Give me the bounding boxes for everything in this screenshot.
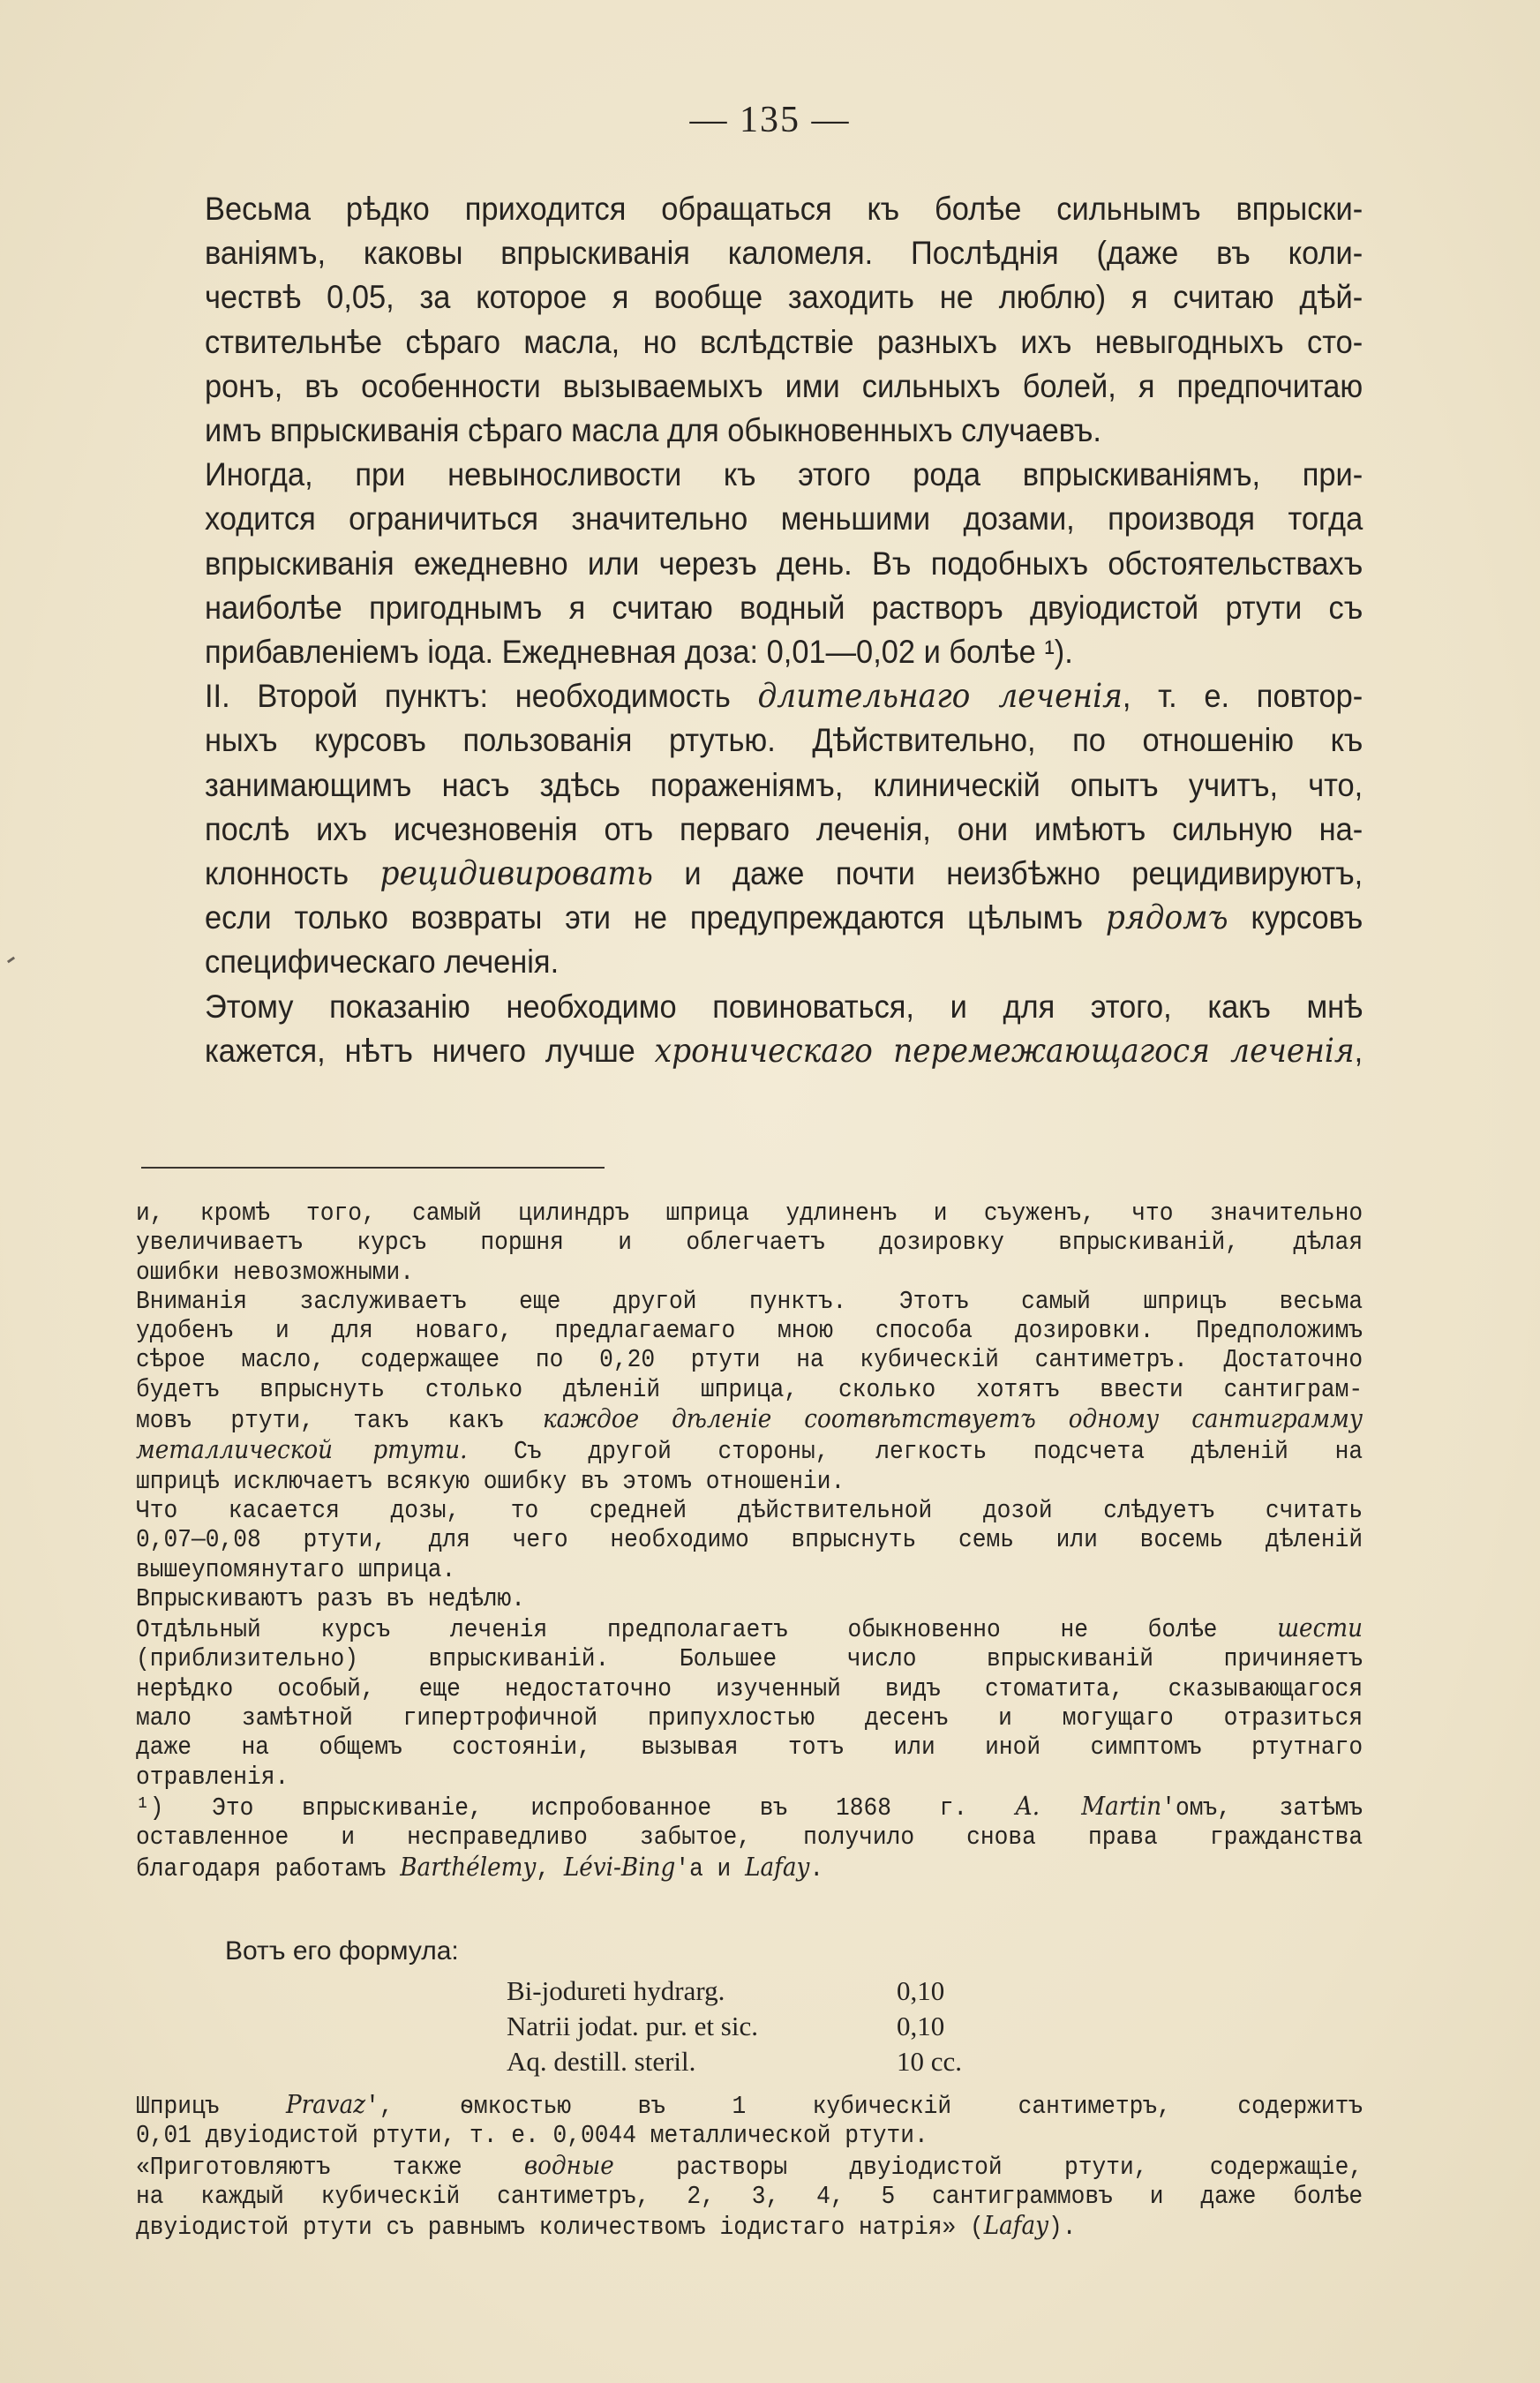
emphasis: шести: [1277, 1612, 1363, 1643]
emphasis: рядомъ: [1105, 898, 1228, 937]
footnote-line: 0,01 двуіодистой ртути, т. е. 0,0044 металлической ртути.: [136, 2121, 928, 2151]
text-line: если только возвраты эти не предупреждаются цѣлымъ рядомъ курсовъ: [205, 898, 1363, 937]
footnote-line: благодаря работамъ Barthélemy, Lévi-Bing'а и Lafay.: [136, 1851, 824, 1883]
text-line: ныхъ курсовъ пользованія ртутью. Дѣйствительно, по отношенію къ: [205, 722, 1363, 759]
text-line: ронъ, въ особенности вызываемыхъ ими сильныхъ болей, я предпочитаю: [205, 367, 1363, 404]
text-line: специфическаго леченія.: [205, 943, 560, 981]
text-line: занимающимъ насъ здѣсь пораженіямъ, клиническій опытъ учитъ, что,: [205, 766, 1363, 803]
text-line: II. Второй пунктъ: необходимость длительнаго леченія, т. е. повтор-: [205, 677, 1363, 716]
footnote-divider: [141, 1167, 605, 1169]
emphasis: Lafay: [745, 1851, 810, 1882]
formula-row: [507, 1973, 1001, 2009]
footnote-line: удобенъ и для новаго, предлагаемаго мною способа дозировки. Предположимъ: [136, 1316, 1363, 1346]
footnote-line: ошибки невозможными.: [136, 1257, 414, 1287]
footnote-line: мало замѣтной гипертрофичной припухлостью десенъ и могущаго отразиться: [136, 1703, 1363, 1733]
footnote-line: отравленія.: [136, 1762, 289, 1792]
emphasis: каждое дѣленіе соотвѣтствуетъ одному сантиграмму: [542, 1403, 1363, 1434]
formula-row: [507, 2044, 1001, 2079]
ingredient-name: Natrii jodat. pur. et sic.: [507, 2011, 758, 2041]
emphasis: металлической ртути.: [136, 1434, 468, 1465]
text-line: Иногда, при невыносливости къ этого рода впрыскиваніямъ, при-: [205, 456, 1363, 493]
footnote-line: ¹) Это впрыскиваніе, испробованное въ 1868 г. A. Martin'омъ, затѣмъ: [136, 1790, 1363, 1823]
footnote-line: даже на общемъ состояніи, вызывая тотъ или иной симптомъ ртутнаго: [136, 1733, 1363, 1763]
text-line: клонность рецидивировать и даже почти неизбѣжно рецидивируютъ,: [205, 854, 1363, 893]
footnote-block-bottom: [136, 2090, 1363, 2242]
text-line: впрыскиванія ежедневно или черезъ день. Въ подобныхъ обстоятельствахъ: [205, 545, 1363, 582]
footnote-line: оставленное и несправедливо забытое, получило снова права гражданства: [136, 1823, 1363, 1853]
ingredient-amount: 0,10: [897, 1975, 945, 2006]
footnote-line: Вниманія заслуживаетъ еще другой пунктъ. Этотъ самый шприцъ весьма: [136, 1286, 1363, 1316]
main-text: [205, 187, 1363, 1073]
text-line: имъ впрыскиванія сѣраго масла для обыкновенныхъ случаевъ.: [205, 412, 1101, 449]
footnote-line: (приблизительно) впрыскиваній. Большее число впрыскиваній причиняетъ: [136, 1644, 1363, 1674]
footnote-line: Отдѣльный курсъ леченія предполагаетъ обыкновенно не болѣе шести: [136, 1612, 1363, 1645]
ingredient-name: Bi-jodureti hydrarg.: [507, 1975, 725, 2006]
footnote-line: «Приготовляютъ также водные растворы двуіодистой ртути, содержащіе,: [136, 2149, 1363, 2182]
emphasis: Lévi-Bing: [563, 1851, 676, 1882]
footnote-line: нерѣдко особый, еще недостаточно изученный видъ стоматита, сказывающагося: [136, 1673, 1363, 1703]
footnote-line: вышеупомянутаго шприца.: [136, 1554, 456, 1584]
text-line: послѣ ихъ исчезновенія отъ перваго леченія, они имѣютъ сильную на-: [205, 810, 1363, 847]
footnote-line: на каждый кубическій сантиметръ, 2, 3, 4, 5 сантиграммовъ и даже болѣе: [136, 2181, 1363, 2211]
formula-row: [507, 2009, 1001, 2044]
footnote-block: [136, 1199, 1363, 1883]
text-line: ствительнѣе сѣраго масла, но вслѣдствіе разныхъ ихъ невыгодныхъ сто-: [205, 323, 1363, 360]
page-number: — 135 —: [689, 100, 851, 140]
emphasis: рецидивировать: [379, 854, 653, 893]
footnote-line: сѣрое масло, содержащее по 0,20 ртути на кубическій сантиметръ. Достаточно: [136, 1345, 1363, 1375]
text-line: ходится ограничиться значительно меньшими дозами, производя тогда: [205, 500, 1363, 537]
text-line: наиболѣе пригоднымъ я считаю водный растворъ двуіодистой ртути съ: [205, 589, 1363, 626]
text-line: ваніямъ, каковы впрыскиванія каломеля. Послѣднія (даже въ коли-: [205, 235, 1363, 272]
ingredient-amount: 10 cc.: [897, 2046, 963, 2077]
footnote-line: будетъ впрыснуть столько дѣленій шприца, сколько хотятъ ввести сантиграм-: [136, 1374, 1363, 1404]
text-line: чествѣ 0,05, за которое я вообще заходить не люблю) я считаю дѣй-: [205, 279, 1363, 316]
ingredient-amount: 0,10: [897, 2011, 945, 2041]
emphasis: Lafay: [983, 2210, 1049, 2241]
footnote-line: двуіодистой ртути съ равнымъ количествомъ іодистаго натрія» (Lafay).: [136, 2210, 1077, 2243]
footnote-line: увеличиваетъ курсъ поршня и облегчаетъ дозировку впрыскиваній, дѣлая: [136, 1228, 1363, 1258]
margin-mark: [7, 957, 15, 964]
text-line: Этому показанію необходимо повиноваться, и для этого, какъ мнѣ: [205, 988, 1363, 1025]
ingredient-name: Aq. destill. steril.: [507, 2046, 696, 2077]
footnote-line: металлической ртути. Съ другой стороны, легкость подсчета дѣленій на: [136, 1434, 1363, 1467]
emphasis: Pravaz: [285, 2089, 366, 2119]
footnote-line: и, кромѣ того, самый цилиндръ шприца удлиненъ и съуженъ, что значительно: [136, 1199, 1363, 1228]
footnote-line: шприцѣ исключаетъ всякую ошибку въ этомъ отношеніи.: [136, 1466, 845, 1496]
footnote-line: Что касается дозы, то средней дѣйствительной дозой слѣдуетъ считать: [136, 1495, 1363, 1525]
emphasis: водные: [523, 2149, 614, 2180]
text-line: Весьма рѣдко приходится обращаться къ болѣе сильнымъ впрыски-: [205, 191, 1363, 227]
emphasis: хроническаго перемежающагося леченія: [654, 1031, 1355, 1070]
emphasis: A. Martin: [1015, 1790, 1162, 1821]
footnote-line: Шприцъ Pravaz', ѳмкостью въ 1 кубическій сантиметръ, содержитъ: [136, 2089, 1363, 2121]
text-line: кажется, нѣтъ ничего лучше хроническаго перемежающагося леченія,: [205, 1031, 1363, 1070]
emphasis: длительнаго леченія: [757, 677, 1123, 716]
footnote-line: 0,07—0,08 ртути, для чего необходимо впрыснуть семь или восемь дѣленій: [136, 1525, 1363, 1555]
text-line: прибавленіемъ іода. Ежедневная доза: 0,01—0,02 и болѣе ¹).: [205, 634, 1073, 671]
formula-intro: Вотъ его формула:: [225, 1936, 459, 1966]
formula-table: [507, 1973, 1001, 2079]
footnote-line: мовъ ртути, такъ какъ каждое дѣленіе соотвѣтствуетъ одному сантиграмму: [136, 1403, 1363, 1436]
footnote-line: Впрыскиваютъ разъ въ недѣлю.: [136, 1583, 525, 1613]
emphasis: Barthélemy: [400, 1851, 537, 1882]
